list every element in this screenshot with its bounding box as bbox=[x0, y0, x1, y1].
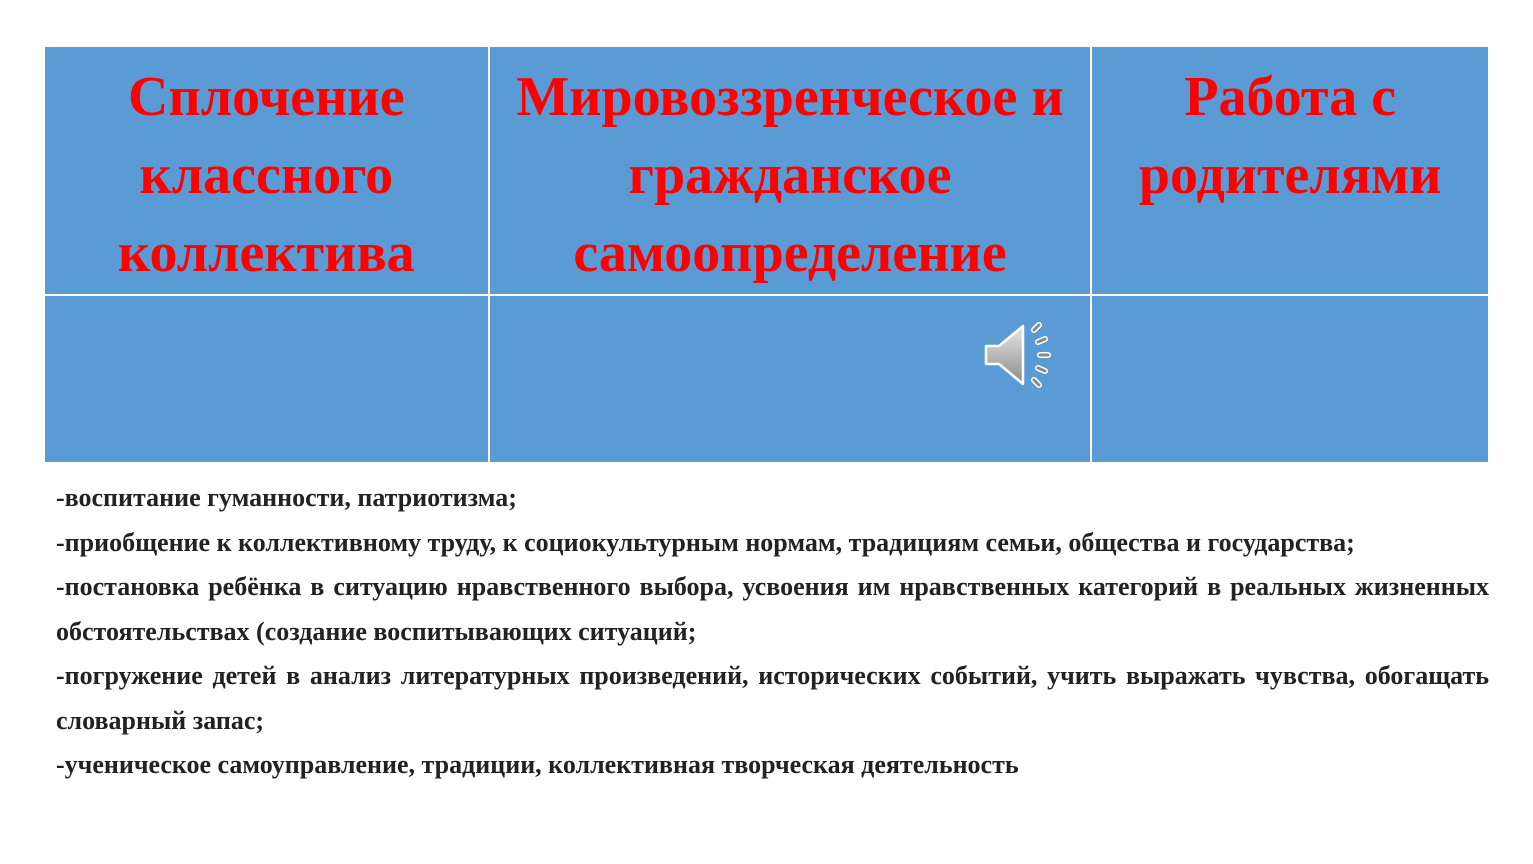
directions-table bbox=[43, 45, 1490, 464]
speaker-icon[interactable] bbox=[983, 318, 1061, 390]
goals-list bbox=[56, 476, 1489, 788]
table-body-row bbox=[44, 295, 1489, 463]
header-text-parents: Работа с родителями bbox=[1138, 66, 1442, 206]
header-cell-parents bbox=[1091, 46, 1489, 295]
list-item: -приобщение к коллективному труду, к социокультурным нормам, традициям семьи, общества и государства; bbox=[56, 527, 1355, 557]
list-item: -ученическое самоуправление, традиции, коллективная творческая деятельность bbox=[56, 750, 1019, 779]
header-cell-class-unity bbox=[44, 46, 489, 295]
table-header-row bbox=[44, 46, 1489, 295]
body-cell-class-unity bbox=[44, 295, 489, 463]
header-text-class-unity: Сплочение классного коллектива bbox=[117, 66, 415, 284]
header-text-worldview: Мировоззренческое и гражданское самоопределение bbox=[516, 66, 1064, 284]
list-item: -постановка ребёнка в ситуацию нравственного выбора, усвоения им нравственных категорий в реальных жизненных обстоятельствах (создание воспитывающих ситуаций; bbox=[56, 572, 1489, 646]
header-cell-worldview bbox=[489, 46, 1092, 295]
list-item: -воспитание гуманности, патриотизма; bbox=[56, 483, 517, 512]
list-item: -погружение детей в анализ литературных произведений, исторических событий, учить выражать чувства, обогащать словарный запас; bbox=[56, 661, 1489, 735]
body-cell-parents bbox=[1091, 295, 1489, 463]
